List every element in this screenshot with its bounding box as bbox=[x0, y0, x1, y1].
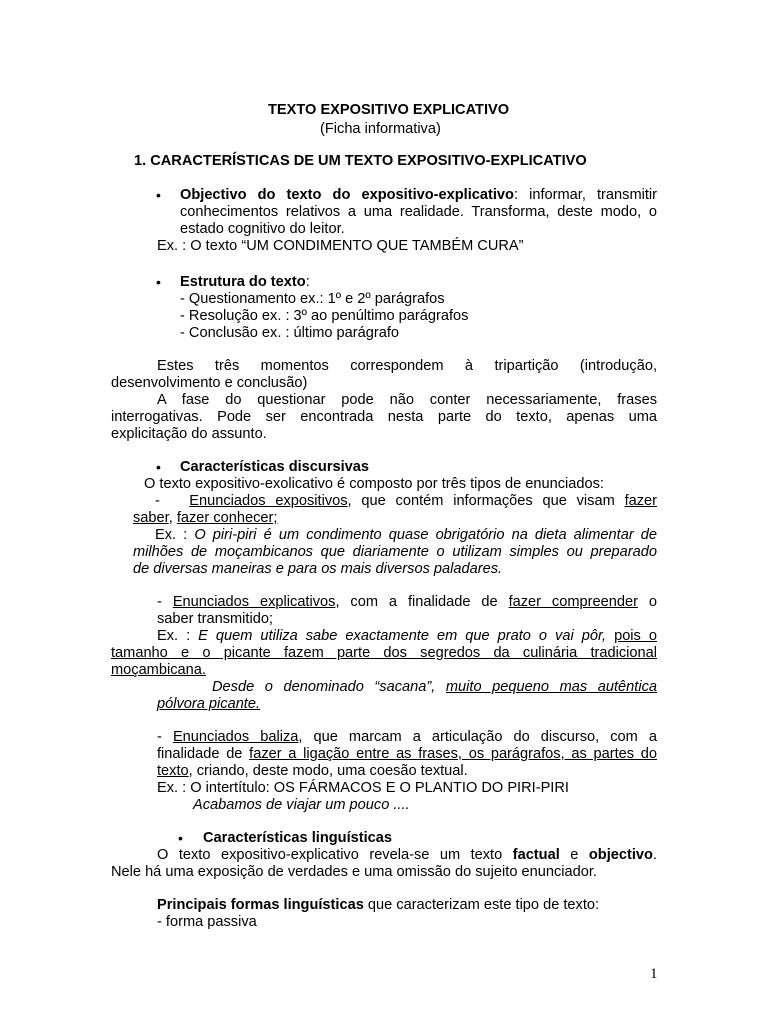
enunciado-explicativo-line2: saber transmitido; bbox=[157, 611, 273, 627]
example-prefix: Ex. : bbox=[157, 628, 191, 644]
example-text: O piri-piri é um condimento quase obrigatório na dieta alimentar de bbox=[194, 527, 657, 543]
enunciado-explicativo-line1 bbox=[157, 594, 657, 611]
enunciado-expositivo-line2 bbox=[133, 510, 277, 527]
objectivo-term: objectivo bbox=[588, 847, 653, 863]
linguisticas-line2: Nele há uma exposição de verdades e uma omissão do sujeito enunciador. bbox=[111, 864, 597, 880]
example-text: E quem utiliza sabe exactamente em que prato o vai pôr, bbox=[198, 628, 607, 644]
discursivas-heading: Características discursivas bbox=[180, 459, 370, 475]
objectivo-line1 bbox=[180, 187, 657, 204]
dash: - bbox=[157, 594, 162, 610]
enunciado-text: finalidade de bbox=[157, 746, 243, 762]
objectivo-line3: estado cognitivo do leitor. bbox=[180, 221, 345, 237]
formas-text: que caracterizam este tipo de texto: bbox=[363, 897, 600, 913]
fazer-term: fazer bbox=[624, 493, 658, 509]
example-underlined: pois o bbox=[614, 628, 657, 644]
example-text: Desde o denominado “sacana”, bbox=[212, 679, 436, 695]
enunciado-text: , criando, deste modo, uma coesão textual. bbox=[188, 763, 468, 779]
paragraph-line: explicitação do assunto. bbox=[111, 426, 267, 442]
linguisticas-line1 bbox=[157, 847, 657, 864]
objectivo-example: Ex. : O texto “UM CONDIMENTO QUE TAMBÉM CURA” bbox=[157, 238, 524, 254]
enunciado-text: , com a finalidade de bbox=[335, 594, 498, 610]
example2-line3: moçambicana. bbox=[111, 662, 206, 678]
enunciados-baliza-term: Enunciados baliza bbox=[172, 729, 299, 745]
estrutura-colon: : bbox=[305, 274, 310, 290]
example1-line3: de diversas maneiras e para os mais diversos paladares. bbox=[133, 561, 503, 577]
example2-line4 bbox=[212, 679, 657, 696]
enunciado-baliza-line3 bbox=[157, 763, 468, 780]
objectivo-text: : informar, transmitir bbox=[513, 187, 658, 203]
estrutura-item-1: - Questionamento ex.: 1º e 2º parágrafos bbox=[180, 291, 445, 307]
example3-line1: Ex. : O intertítulo: OS FÁRMACOS E O PLANTIO DO PIRI-PIRI bbox=[157, 780, 569, 796]
formas-item-1: - forma passiva bbox=[157, 914, 257, 930]
estrutura-item-2: - Resolução ex. : 3º ao penúltimo parágrafos bbox=[180, 308, 469, 324]
enunciado-expositivo-line1 bbox=[155, 493, 657, 510]
bullet-icon: • bbox=[156, 274, 161, 290]
enunciado-text: o bbox=[648, 594, 657, 610]
enunciado-baliza-line2 bbox=[157, 746, 657, 763]
estrutura-heading bbox=[180, 274, 310, 291]
enunciado-text: , que contém informações que visam bbox=[347, 493, 615, 509]
linguisticas-text: O texto expositivo-explicativo revela-se um texto bbox=[157, 847, 503, 863]
paragraph-line: A fase do questionar pode não conter necessariamente, frases bbox=[157, 392, 657, 408]
linguisticas-text: . bbox=[652, 847, 657, 863]
example3-line2: Acabamos de viajar um pouco .... bbox=[193, 797, 410, 813]
separator: , bbox=[168, 510, 173, 526]
page-title: TEXTO EXPOSITIVO EXPLICATIVO bbox=[268, 102, 510, 118]
page-number: 1 bbox=[650, 966, 658, 982]
bullet-icon: • bbox=[156, 187, 161, 203]
example2-line2: tamanho e o picante fazem parte dos segredos da culinária tradicional bbox=[111, 645, 657, 661]
linguisticas-heading: Características linguísticas bbox=[203, 830, 392, 846]
bullet-icon: • bbox=[178, 830, 183, 846]
example2-line5: pólvora picante. bbox=[157, 696, 261, 712]
example-underlined: muito pequeno mas autêntica bbox=[445, 679, 657, 695]
dash: - bbox=[155, 493, 160, 509]
formas-label: Principais formas linguísticas bbox=[157, 897, 364, 913]
page-subtitle: (Ficha informativa) bbox=[320, 121, 441, 137]
example1-line1 bbox=[155, 527, 657, 544]
bullet-icon: • bbox=[156, 459, 161, 475]
example2-line1 bbox=[157, 628, 657, 645]
enunciados-explicativos-term: Enunciados explicativos bbox=[172, 594, 336, 610]
discursivas-intro: O texto expositivo-exolicativo é composto por três tipos de enunciados: bbox=[144, 476, 604, 492]
estrutura-item-3: - Conclusão ex. : último parágrafo bbox=[180, 325, 400, 341]
enunciado-text: , que marcam a articulação do discurso, com a bbox=[298, 729, 657, 745]
example1-line2: milhões de moçambicanos que diariamente o utilizam simples ou preparado bbox=[133, 544, 657, 560]
linguisticas-text: e bbox=[570, 847, 579, 863]
factual-term: factual bbox=[512, 847, 560, 863]
estrutura-label: Estrutura do texto bbox=[180, 274, 306, 290]
objectivo-label: Objectivo do texto do expositivo-explicativo bbox=[180, 187, 514, 203]
section-heading: 1. CARACTERÍSTICAS DE UM TEXTO EXPOSITIVO-EXPLICATIVO bbox=[134, 153, 587, 169]
enunciados-expositivos-term: Enunciados expositivos bbox=[189, 493, 348, 509]
paragraph-line: Estes três momentos correspondem à tripartição (introdução, bbox=[157, 358, 657, 374]
texto-term: texto bbox=[157, 763, 189, 779]
example-prefix: Ex. : bbox=[155, 527, 188, 543]
fazer-conhecer-term: fazer conhecer; bbox=[176, 510, 278, 526]
paragraph-line: desenvolvimento e conclusão) bbox=[111, 375, 308, 391]
saber-term: saber bbox=[133, 510, 169, 526]
fazer-compreender-term: fazer compreender bbox=[508, 594, 638, 610]
objectivo-line2: conhecimentos relativos a uma realidade. Transforma, deste modo, o bbox=[180, 204, 657, 220]
formas-heading bbox=[157, 897, 599, 914]
enunciado-baliza-line1 bbox=[157, 729, 657, 746]
ligacao-term: fazer a ligação entre as frases, os parágrafos, as partes do bbox=[249, 746, 657, 762]
dash: - bbox=[157, 729, 162, 745]
paragraph-line: interrogativas. Pode ser encontrada nesta parte do texto, apenas uma bbox=[111, 409, 657, 425]
